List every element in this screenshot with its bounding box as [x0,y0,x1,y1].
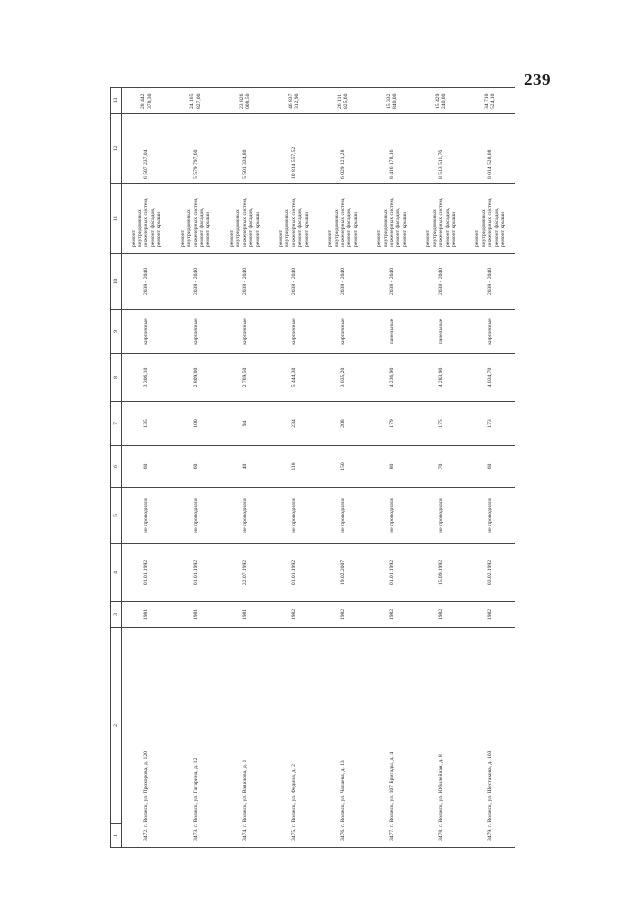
value-col6-cell: 70 [417,446,466,488]
repair-status-cell: не проводился [220,488,269,544]
address-cell: 3477. г. Волжск, ул. 107 Бригады, д. 4 [368,628,417,848]
repair-status-cell: не проводился [319,488,368,544]
work-type-line: ремонт фасадов, [444,207,451,247]
work-type-line: ремонт [277,229,284,247]
value-col6-cell: 60 [466,446,515,488]
repair-status-cell: не проводился [417,488,466,544]
total-cell: 46 837 312,90 [270,88,319,114]
value-col6-cell: 60 [122,446,172,488]
period-cell: 2038 - 2040 [466,254,515,310]
address-cell: 3474. г. Волжск, ул. Вавилова, д. 1 [220,628,269,848]
value-col6-cell: 118 [270,446,319,488]
work-type-cell [171,184,220,254]
column-number-row [111,88,122,848]
work-type-line: ремонт крыши [450,211,457,247]
work-type-line: ремонт крыши [205,211,212,247]
work-type-line: внутридомовых [284,209,291,247]
cost-cell: 8 014 528,08 [466,114,515,184]
period-cell: 2038 - 2040 [319,254,368,310]
work-type-line: ремонт крыши [401,211,408,247]
work-type-cell [417,184,466,254]
cost-cell: 8 513 511,76 [417,114,466,184]
work-type-line: ремонт фасадов, [199,207,206,247]
period-cell: 2038 - 2040 [220,254,269,310]
work-type-line: ремонт [179,229,186,247]
wall-material-cell: кирпичные [466,310,515,354]
table-row [466,88,515,848]
wall-material-cell: панельные [368,310,417,354]
address-cell: 3478. г. Волжск, ул. Юбилейная, д. 8 [417,628,466,848]
page-number: 239 [524,70,551,89]
value-col7-cell: 234 [270,402,319,446]
repair-status-cell: не проводился [466,488,515,544]
column-number: 9 [111,310,122,354]
column-number: 3 [111,602,122,628]
work-type-line: инженерных систем, [290,197,297,247]
work-type-line: внутридомовых [186,209,193,247]
area-cell: 2 809,00 [171,354,220,402]
wall-material-cell: панельные [417,310,466,354]
table-row [270,88,319,848]
work-type-line: ремонт [474,229,481,247]
date-cell: 01.01.1992 [368,544,417,602]
column-number: 13 [111,88,122,114]
work-type-line: ремонт фасадов, [149,207,156,247]
wall-material-cell: кирпичные [270,310,319,354]
cost-cell: 10 814 557,52 [270,114,319,184]
build-year-cell: 1981 [122,602,172,628]
table-row [220,88,269,848]
value-col7-cell: 208 [319,402,368,446]
repair-status-cell: не проводился [270,488,319,544]
work-type-line: ремонт фасадов, [248,207,255,247]
work-type-line: ремонт крыши [500,211,507,247]
work-type-line: ремонт [130,229,137,247]
column-number: 4 [111,544,122,602]
address-cell: 3473. г. Волжск, ул. Гагарина, д. 12 [171,628,220,848]
build-year-cell: 1982 [270,602,319,628]
column-number: 1 [111,824,122,848]
work-type-cell [368,184,417,254]
date-cell: 01.01.1992 [171,544,220,602]
work-type-cell [319,184,368,254]
total-cell: 28 442 378,30 [122,88,172,114]
area-cell: 5 444,30 [270,354,319,402]
cost-cell: 6 507 237,04 [122,114,172,184]
work-type-line: инженерных систем, [192,197,199,247]
build-year-cell: 1981 [220,602,269,628]
rotated-table-container [110,88,515,848]
work-type-line: ремонт крыши [156,211,163,247]
work-type-line: внутридомовых [137,209,144,247]
area-cell: 3 035,20 [319,354,368,402]
area-cell: 3 306,10 [122,354,172,402]
cost-cell: 6 029 121,28 [319,114,368,184]
value-col7-cell: 173 [466,402,515,446]
cost-cell: 5 501 334,80 [220,114,269,184]
total-cell: 24 165 827,00 [171,88,220,114]
area-cell: 4 236,90 [368,354,417,402]
area-cell: 2 769,50 [220,354,269,402]
build-year-cell: 1981 [171,602,220,628]
date-cell: 22.07.1992 [220,544,269,602]
column-number: 7 [111,402,122,446]
value-col7-cell: 135 [122,402,172,446]
cost-cell: 8 416 178,16 [368,114,417,184]
wall-material-cell: кирпичные [171,310,220,354]
work-type-cell [270,184,319,254]
value-col7-cell: 175 [417,402,466,446]
work-type-cell [122,184,172,254]
housing-repair-table [110,87,515,848]
work-type-line: инженерных систем, [487,197,494,247]
date-cell: 03.02.1992 [466,544,515,602]
work-type-line: ремонт фасадов, [493,207,500,247]
column-number: 8 [111,354,122,402]
work-type-line: внутридомовых [431,209,438,247]
column-number: 2 [111,628,122,824]
work-type-line: ремонт крыши [303,211,310,247]
work-type-line: внутридомовых [333,209,340,247]
value-col6-cell: 150 [319,446,368,488]
build-year-cell: 1982 [417,602,466,628]
column-number: 5 [111,488,122,544]
value-col6-cell: 40 [220,446,269,488]
value-col6-cell: 80 [368,446,417,488]
column-number: 10 [111,254,122,310]
work-type-line: ремонт [327,229,334,247]
address-cell: 3479. г. Волжск, ул. Шестакова, д. 103 [466,628,515,848]
table-row [319,88,368,848]
wall-material-cell: кирпичные [319,310,368,354]
value-col7-cell: 94 [220,402,269,446]
work-type-line: инженерных систем, [143,197,150,247]
build-year-cell: 1982 [368,602,417,628]
build-year-cell: 1982 [466,602,515,628]
work-type-cell [220,184,269,254]
table-row [417,88,466,848]
address-cell: 3475. г. Волжск, ул. Федина, д. 2 [270,628,319,848]
work-type-line: ремонт [376,229,383,247]
work-type-line: инженерных систем, [339,197,346,247]
work-type-line: ремонт фасадов, [346,207,353,247]
column-number: 12 [111,114,122,184]
work-type-line: инженерных систем, [389,197,396,247]
table-row [368,88,417,848]
work-type-line: внутридомовых [382,209,389,247]
value-col7-cell: 100 [171,402,220,446]
total-cell: 15 429 240,00 [417,88,466,114]
period-cell: 2038 - 2040 [368,254,417,310]
work-type-line: ремонт [228,229,235,247]
repair-status-cell: не проводился [171,488,220,544]
date-cell: 19.02.2007 [319,544,368,602]
total-cell: 26 111 825,60 [319,88,368,114]
build-year-cell: 1982 [319,602,368,628]
date-cell: 01.01.1992 [122,544,172,602]
wall-material-cell: кирпичные [122,310,172,354]
table-row [122,88,172,848]
total-cell: 34 710 524,10 [466,88,515,114]
column-number: 11 [111,184,122,254]
work-type-line: внутридомовых [480,209,487,247]
work-type-line: ремонт фасадов, [395,207,402,247]
cost-cell: 5 579 797,60 [171,114,220,184]
work-type-line: ремонт крыши [352,211,359,247]
repair-status-cell: не проводился [122,488,172,544]
address-cell: 3476. г. Волжск, ул. Чапаева, д. 13 [319,628,368,848]
value-col6-cell: 60 [171,446,220,488]
total-cell: 15 332 840,00 [368,88,417,114]
date-cell: 01.01.1992 [270,544,319,602]
wall-material-cell: кирпичные [220,310,269,354]
total-cell: 23 826 008,50 [220,88,269,114]
area-cell: 4 034,70 [466,354,515,402]
work-type-line: ремонт крыши [254,211,261,247]
period-cell: 2038 - 2040 [122,254,172,310]
work-type-line: внутридомовых [235,209,242,247]
period-cell: 2038 - 2040 [270,254,319,310]
area-cell: 4 283,90 [417,354,466,402]
work-type-line: ремонт фасадов, [297,207,304,247]
value-col7-cell: 179 [368,402,417,446]
address-cell: 3472. г. Волжск, ул. Прохорова, д. 120 [122,628,172,848]
period-cell: 2038 - 2040 [171,254,220,310]
work-type-cell [466,184,515,254]
work-type-line: инженерных систем, [241,197,248,247]
work-type-line: ремонт [425,229,432,247]
work-type-line: инженерных систем, [438,197,445,247]
period-cell: 2038 - 2040 [417,254,466,310]
column-number: 6 [111,446,122,488]
date-cell: 15.09.1992 [417,544,466,602]
repair-status-cell: не проводился [368,488,417,544]
table-row [171,88,220,848]
